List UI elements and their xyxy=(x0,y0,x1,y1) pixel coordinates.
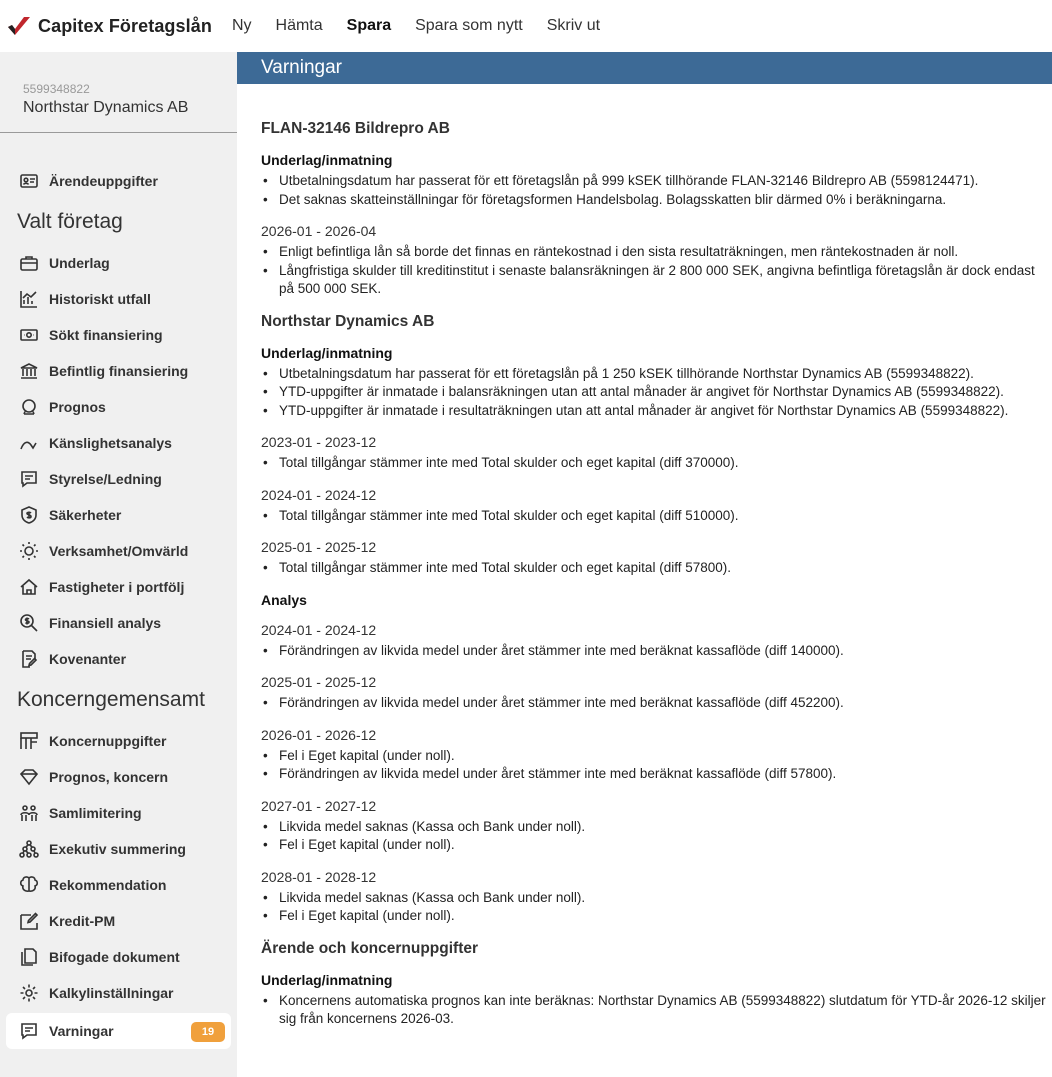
sidebar-item-kalkylinstallningar[interactable] xyxy=(0,975,237,1011)
warning-period: 2026-01 - 2026-04 xyxy=(261,223,377,239)
main-panel xyxy=(237,52,1052,1077)
warning-item: • Fel i Eget kapital (under noll). xyxy=(261,836,1052,855)
sidebar-item-label: Kredit-PM xyxy=(49,913,116,929)
sidebar-item-label: Känslighetsanalys xyxy=(49,435,172,451)
arrow-turn-icon xyxy=(19,433,39,453)
org-grid-icon xyxy=(19,731,39,751)
sidebar-section-valt-foretag: Valt företag xyxy=(17,210,123,233)
sidebar-item-label: Underlag xyxy=(49,255,110,271)
crystal-ball-icon xyxy=(19,397,39,417)
sidebar-item-samlimitering[interactable] xyxy=(0,795,237,831)
sidebar-section-koncerngemensamt: Koncerngemensamt xyxy=(17,688,205,711)
sidebar-item-label: Kalkylinställningar xyxy=(49,985,174,1001)
sidebar-item-label: Ärendeuppgifter xyxy=(49,173,158,189)
warning-item: • Koncernens automatiska prognos kan inte beräknas: Northstar Dynamics AB (5599348822) slutdatum för YTD-år 2026-12 skiljer sig från koncernens 2026-03. xyxy=(261,992,1052,1029)
sidebar-item-underlag[interactable] xyxy=(0,245,237,281)
sidebar-item-label: Varningar xyxy=(49,1023,114,1039)
sidebar-item-arendeuppgifter[interactable] xyxy=(0,163,237,199)
warning-group-title: Underlag/inmatning xyxy=(261,971,393,988)
sidebar-item-verksamhet-omvarld[interactable] xyxy=(0,533,237,569)
warning-list xyxy=(261,365,1052,421)
sidebar-item-varningar[interactable] xyxy=(6,1013,231,1049)
lightbulb-icon xyxy=(19,541,39,561)
sidebar-item-label: Prognos, koncern xyxy=(49,769,169,785)
sidebar-item-kanslighetsanalys[interactable] xyxy=(0,425,237,461)
sidebar-item-label: Koncernuppgifter xyxy=(49,733,167,749)
sidebar-item-label: Fastigheter i portfölj xyxy=(49,579,185,595)
sidebar-item-fastigheter[interactable] xyxy=(0,569,237,605)
briefcase-icon xyxy=(19,253,39,273)
warning-group-title: Analys xyxy=(261,591,307,608)
sidebar-item-label: Rekommendation xyxy=(49,877,167,893)
sidebar-item-prognos-koncern[interactable] xyxy=(0,759,237,795)
menu-fetch[interactable]: Hämta xyxy=(275,17,323,34)
warning-item: • YTD-uppgifter är inmatade i resultaträkningen utan att antal månader är angivet för Northstar Dynamics AB (5599348822). xyxy=(261,402,1052,421)
warning-item: • Förändringen av likvida medel under året stämmer inte med beräknat kassaflöde (diff 452200). xyxy=(261,694,1052,713)
company-name: Northstar Dynamics AB xyxy=(23,99,189,116)
warning-item: • Fel i Eget kapital (under noll). xyxy=(261,907,1052,926)
sidebar-item-label: Exekutiv summering xyxy=(49,841,186,857)
sidebar-item-label: Bifogade dokument xyxy=(49,949,180,965)
warning-period: 2028-01 - 2028-12 xyxy=(261,868,377,885)
warnings-content xyxy=(237,84,1052,1029)
warning-period: 2027-01 - 2027-12 xyxy=(261,797,377,814)
warning-list xyxy=(261,507,1052,526)
sidebar-item-rekommendation[interactable] xyxy=(0,867,237,903)
money-icon xyxy=(19,325,39,345)
warning-item: • Enligt befintliga lån så borde det finnas en räntekostnad i den sista resultaträkningen, men räntekostnaden är noll. xyxy=(261,243,1052,262)
sidebar-item-exekutiv-summering[interactable] xyxy=(0,831,237,867)
sidebar-item-sokt-finansiering[interactable] xyxy=(0,317,237,353)
warning-list xyxy=(261,559,1052,578)
warning-list xyxy=(261,818,1052,855)
chart-history-icon xyxy=(19,289,39,309)
sidebar-item-styrelse-ledning[interactable] xyxy=(0,461,237,497)
diamond-icon xyxy=(19,767,39,787)
warning-group-title: Underlag/inmatning xyxy=(261,152,393,168)
app-title: Capitex Företagslån xyxy=(38,15,212,36)
group-icon xyxy=(19,803,39,823)
sidebar-item-label: Säkerheter xyxy=(49,507,122,523)
warning-list xyxy=(261,243,1052,299)
warning-period: 2025-01 - 2025-12 xyxy=(261,539,377,555)
company-id: 5599348822 xyxy=(23,82,90,96)
sidebar-item-label: Verksamhet/Omvärld xyxy=(49,543,189,559)
company-header xyxy=(0,52,237,133)
house-icon xyxy=(19,577,39,597)
sidebar-nav xyxy=(0,133,237,1049)
warning-period: 2026-01 - 2026-12 xyxy=(261,726,377,743)
warning-item: • Utbetalningsdatum har passerat för ett företagslån på 999 kSEK tillhörande FLAN-32146 Bildrepro AB (5598124471). xyxy=(261,172,1052,191)
bank-icon xyxy=(19,361,39,381)
sidebar-item-kredit-pm[interactable] xyxy=(0,903,237,939)
id-card-icon xyxy=(19,171,39,191)
hierarchy-icon xyxy=(19,839,39,859)
warning-list xyxy=(261,454,1052,473)
sidebar-item-label: Styrelse/Ledning xyxy=(49,471,162,487)
brain-icon xyxy=(19,875,39,895)
warning-item: • Fel i Eget kapital (under noll). xyxy=(261,747,1052,766)
sidebar-item-label: Prognos xyxy=(49,399,106,415)
sidebar-item-label: Befintlig finansiering xyxy=(49,363,189,379)
warning-item: • Total tillgångar stämmer inte med Total skulder och eget kapital (diff 57800). xyxy=(261,559,1052,578)
warning-section-title: Ärende och koncernuppgifter xyxy=(261,939,479,957)
warning-item: • Utbetalningsdatum har passerat för ett företagslån på 1 250 kSEK tillhörande Northstar Dynamics AB (5599348822). xyxy=(261,365,1052,384)
warning-period: 2025-01 - 2025-12 xyxy=(261,674,377,690)
sidebar-item-label: Kovenanter xyxy=(49,651,127,667)
warning-message-icon xyxy=(19,1021,39,1041)
warning-item: • Total tillgångar stämmer inte med Total skulder och eget kapital (diff 510000). xyxy=(261,507,1052,526)
sidebar-item-label: Samlimitering xyxy=(49,805,142,821)
warning-item: • Förändringen av likvida medel under året stämmer inte med beräknat kassaflöde (diff 140000). xyxy=(261,642,1052,661)
sidebar-item-bifogade-dokument[interactable] xyxy=(0,939,237,975)
search-money-icon xyxy=(19,613,39,633)
menu-print[interactable]: Skriv ut xyxy=(546,17,601,34)
warning-period: 2024-01 - 2024-12 xyxy=(261,486,377,503)
warning-item: • Långfristiga skulder till kreditinstitut i senaste balansräkningen är 2 800 000 SEK, angivna befintliga företagslån är dock endast på 500 000 SEK. xyxy=(261,262,1052,299)
documents-icon xyxy=(19,947,39,967)
sidebar-item-label: Sökt finansiering xyxy=(49,327,163,343)
sidebar-item-historiskt-utfall[interactable] xyxy=(0,281,237,317)
panel-title: Varningar xyxy=(237,52,1052,84)
sidebar-item-koncernuppgifter[interactable] xyxy=(0,723,237,759)
warning-period: 2023-01 - 2023-12 xyxy=(261,434,377,450)
sidebar-item-label: Historiskt utfall xyxy=(49,291,151,307)
document-edit-icon xyxy=(19,649,39,669)
pen-line-icon xyxy=(19,911,39,931)
shield-money-icon xyxy=(19,505,39,525)
warning-list xyxy=(261,172,1052,209)
warning-list xyxy=(261,642,1052,661)
warning-list xyxy=(261,992,1052,1029)
warnings-count-badge: 19 xyxy=(191,1022,225,1042)
menu-save[interactable]: Spara xyxy=(346,17,392,34)
capitex-logo-icon xyxy=(6,15,32,37)
warning-item: • Total tillgångar stämmer inte med Total skulder och eget kapital (diff 370000). xyxy=(261,454,1052,473)
sidebar-item-finansiell-analys[interactable] xyxy=(0,605,237,641)
menu-new[interactable]: Ny xyxy=(231,17,252,34)
warning-item: • Likvida medel saknas (Kassa och Bank under noll). xyxy=(261,818,1052,837)
warning-period: 2024-01 - 2024-12 xyxy=(261,621,377,638)
sidebar-item-sakerheter[interactable] xyxy=(0,497,237,533)
top-menu xyxy=(232,17,624,35)
sidebar xyxy=(0,52,237,1077)
warning-item: • Förändringen av likvida medel under året stämmer inte med beräknat kassaflöde (diff 57800). xyxy=(261,765,1052,784)
warning-list xyxy=(261,747,1052,784)
gear-icon xyxy=(19,983,39,1003)
warning-list xyxy=(261,694,1052,713)
warning-section-title: Northstar Dynamics AB xyxy=(261,312,435,330)
sidebar-item-prognos[interactable] xyxy=(0,389,237,425)
message-icon xyxy=(19,469,39,489)
sidebar-item-befintlig-finansiering[interactable] xyxy=(0,353,237,389)
top-bar xyxy=(0,0,1052,52)
brand[interactable] xyxy=(6,15,212,37)
warning-item: • Likvida medel saknas (Kassa och Bank under noll). xyxy=(261,889,1052,908)
sidebar-item-label: Finansiell analys xyxy=(49,615,162,631)
warning-item: • YTD-uppgifter är inmatade i balansräkningen utan att antal månader är angivet för Northstar Dynamics AB (5599348822). xyxy=(261,383,1052,402)
menu-save-as-new[interactable]: Spara som nytt xyxy=(415,17,523,34)
sidebar-item-kovenanter[interactable] xyxy=(0,641,237,677)
warning-group-title: Underlag/inmatning xyxy=(261,344,393,361)
warning-section-title: FLAN-32146 Bildrepro AB xyxy=(261,120,450,137)
warning-item: • Det saknas skatteinställningar för företagsformen Handelsbolag. Bolagsskatten blir därmed 0% i beräkningarna. xyxy=(261,191,1052,210)
warning-list xyxy=(261,889,1052,926)
